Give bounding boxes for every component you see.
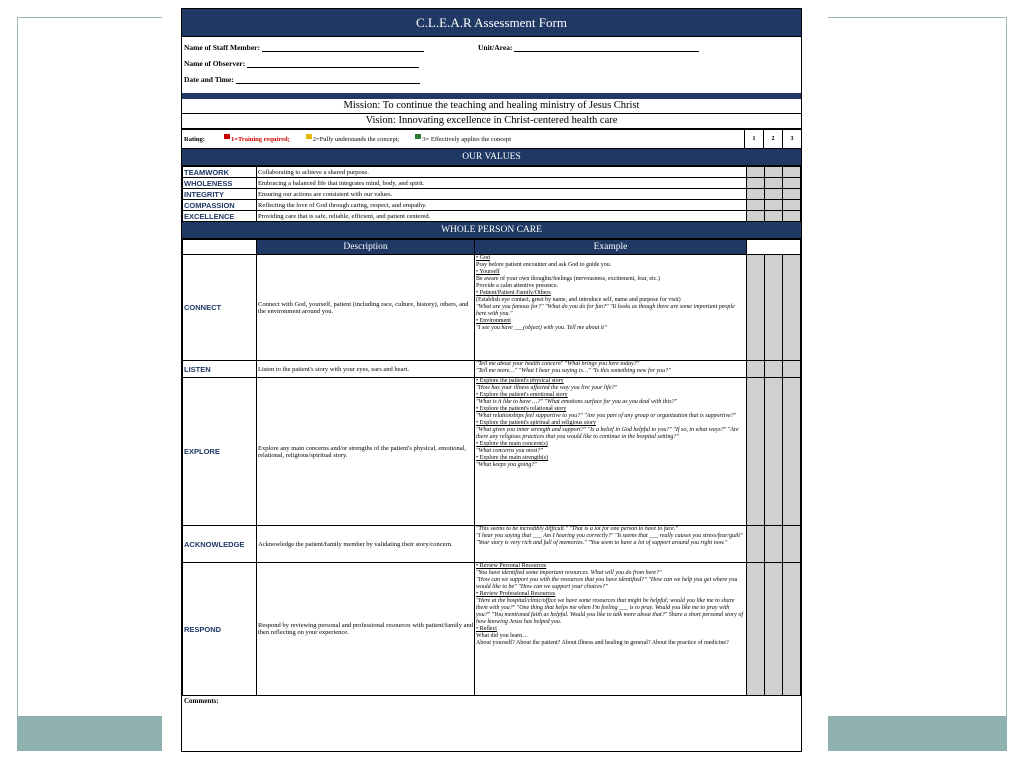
care-header-example: Example [475,240,747,255]
care-step-name: ACKNOWLEDGE [183,526,257,563]
value-row [183,200,801,211]
example-line: • Explore the patient's relational story [476,406,567,412]
rating-cell[interactable] [783,189,801,200]
rating-cell[interactable] [747,563,765,696]
care-table [182,239,801,696]
example-line: "I hear you saying that ___ Am I hearing you correctly?" "It seems that ___ really causes you stress/fear/guilt" "Your story is very rich and full of memories." "You seem to have a lot of support around you right now." [476,533,743,546]
example-line: "What gives you inner strength and support?" "Is a belief in God helpful to you?" "If so, in what ways?" "Are there any religious practices that you would like to continue in the hospital setting?" [476,427,739,440]
rating-cell[interactable] [747,526,765,563]
example-line: • Explore the patient's physical story [476,378,564,384]
example-line: "Here at the hospital/clinic/office we have some resources that might be helpful; would you like me to share them with you?" "One thing that helps me when I'm feeling ___ is to pray. Would you like me to pray with you?" "You mentioned faith as helpful. Would you like to talk more about that?" Share a short personal story of how knowing Jesus has helped you. [476,598,743,625]
observer-field [184,59,419,68]
staff-input-line[interactable] [262,43,424,52]
example-line: • Patient/Patient Family/Others [476,290,551,296]
rating-col-1: 1 [744,130,763,148]
rating-cell[interactable] [747,211,765,222]
rating-cell[interactable] [765,189,783,200]
care-step-example [475,378,747,526]
rating-cell[interactable] [765,211,783,222]
rating-cell[interactable] [783,526,801,563]
care-step-desc: Acknowledge the patient/family member by validating their story/concern. [257,526,475,563]
frame-line-right-top [828,17,1006,18]
teal-block-left [17,716,162,751]
care-step-example [475,255,747,361]
staff-label: Name of Staff Member: [184,43,261,52]
example-line: • Explore the main strength(s) [476,455,549,461]
care-row [183,526,801,563]
rating-cell[interactable] [747,200,765,211]
comments-label: Comments: [184,697,219,705]
care-step-name: RESPOND [183,563,257,696]
example-line: • Environment [476,318,511,324]
rating-cell[interactable] [747,189,765,200]
care-row [183,378,801,526]
unit-input-line[interactable] [514,43,699,52]
example-line: Pray before patient encounter and ask God to guide you. [476,262,612,268]
care-step-desc: Connect with God, yourself, patient (including race, culture, history), others, and the environment around you. [257,255,475,361]
value-row [183,189,801,200]
value-name: INTEGRITY [183,189,257,200]
care-title: WHOLE PERSON CARE [182,222,801,239]
assessment-form [181,8,802,752]
example-line: "What is it like to have …?" "What emotions surface for you as you deal with this?" [476,399,678,405]
care-step-example [475,563,747,696]
values-table [182,166,801,222]
example-line: • Yourself [476,269,500,275]
value-desc: Embracing a balanced life that integrates mind, body, and spirit. [257,178,747,189]
care-step-name: CONNECT [183,255,257,361]
value-row [183,211,801,222]
frame-line-left-top [17,17,162,18]
red-flag-icon [224,134,230,139]
value-row [183,178,801,189]
rating-cell[interactable] [765,361,783,378]
rating-legend [182,129,801,149]
rating-cell[interactable] [783,255,801,361]
rating-cell[interactable] [747,178,765,189]
unit-label: Unit/Area: [478,43,513,52]
rating-cell[interactable] [765,255,783,361]
green-flag-icon [415,134,421,139]
example-line: "I see you have ___(object) with you. Tell me about it" [476,325,607,331]
example-line: "How has your illness affected the way you live your life?" [476,385,618,391]
value-desc: Collaborating to achieve a shared purpose. [257,167,747,178]
rating-cell[interactable] [783,378,801,526]
rating-col-3: 3 [782,130,801,148]
example-line: • Review Professional Resources [476,591,556,597]
care-step-name: EXPLORE [183,378,257,526]
value-name: TEAMWORK [183,167,257,178]
frame-line-right-side [1006,17,1007,751]
rating-cell[interactable] [765,378,783,526]
example-line: "Tell me more…" "What I hear you saying is…" "Is this something new for you?" [476,368,671,374]
example-line: (Establish eye contact, greet by name, and introduce self, name and purpose for visit) [476,297,681,303]
care-step-desc: Explore any main concerns and/or strengths of the patient's physical, emotional, relational, religious/spiritual story. [257,378,475,526]
care-row [183,255,801,361]
vision-statement: Vision: Innovating excellence in Christ-centered health care [182,114,801,129]
rating-cell[interactable] [765,526,783,563]
care-row [183,361,801,378]
example-line: • Explore the patient's emotional story [476,392,568,398]
example-line: • Reflect [476,626,497,632]
observer-input-line[interactable] [247,59,419,68]
value-name: WHOLENESS [183,178,257,189]
rating-cell[interactable] [783,361,801,378]
teal-block-right [828,716,1007,751]
datetime-field [184,75,420,84]
rating-cell[interactable] [783,563,801,696]
datetime-label: Date and Time: [184,75,234,84]
rating-3: 3= Effectively applies the concept [415,136,511,143]
mission-statement: Mission: To continue the teaching and healing ministry of Jesus Christ [182,99,801,114]
rating-cell[interactable] [747,378,765,526]
care-step-example [475,526,747,563]
value-desc: Reflecting the love of God through caring, respect, and empathy. [257,200,747,211]
form-info-fields [182,37,801,93]
rating-cell[interactable] [747,167,765,178]
example-line: "What relationships feel supportive to you?" "Are you part of any group or organization that is supportive?" [476,413,737,419]
value-name: COMPASSION [183,200,257,211]
care-step-desc: Respond by reviewing personal and professional resources with patient/family and then reflecting on your experience. [257,563,475,696]
example-line: "What are you famous for?" "What do you do for fun?" "It looks as though there are some important people here with you." [476,304,735,317]
care-step-name: LISTEN [183,361,257,378]
staff-field [184,43,424,52]
care-step-desc: Listen to the patient's story with your eyes, ears and heart. [257,361,475,378]
value-desc: Ensuring our actions are consistent with our values. [257,189,747,200]
rating-cell[interactable] [783,178,801,189]
rating-cell[interactable] [783,200,801,211]
example-line: • Explore the patient's spiritual and religious story [476,420,596,426]
rating-col-2: 2 [763,130,782,148]
value-name: EXCELLENCE [183,211,257,222]
unit-field [478,43,699,52]
example-line: "You have identified some important resources. What will you do from here?" [476,570,662,576]
example-line: • Explore the main concern(s) [476,441,548,447]
value-row [183,167,801,178]
care-step-example [475,361,747,378]
example-line: "How can we support you with the resources that you have identified?" "How can we help you get where you would like to be" "How can we support your choices?" [476,577,738,590]
example-line: • God [476,255,490,261]
rating-cell[interactable] [765,167,783,178]
care-row [183,563,801,696]
rating-cell[interactable] [783,211,801,222]
yellow-flag-icon [306,134,312,139]
care-header-description: Description [257,240,475,255]
rating-label: Rating: [184,135,205,143]
example-line: Provide a calm attentive presence. [476,283,559,289]
rating-1: 1=Training required; [224,136,290,143]
example-line: Be aware of your own thoughts/feelings (nervousness, excitement, fear, etc.) [476,276,660,282]
example-line: "This seems to be incredibly difficult." "That is a lot for one person to have to face." [476,526,678,532]
example-line: What did you learn… [476,633,529,639]
rating-cell[interactable] [747,255,765,361]
rating-cell[interactable] [765,563,783,696]
rating-cell[interactable] [765,178,783,189]
example-line: About yourself? About the patient? About illness and healing in general? About the practice of medicine? [476,640,729,646]
example-line: • Review Personal Resources [476,563,547,569]
rating-cell[interactable] [783,167,801,178]
datetime-input-line[interactable] [236,75,420,84]
values-title: OUR VALUES [182,149,801,166]
value-desc: Providing care that is safe, reliable, efficient, and patient centered. [257,211,747,222]
comments-box[interactable] [182,696,801,746]
example-line: "What keeps you going?" [476,462,537,468]
frame-line-left-side [17,17,18,751]
rating-cell[interactable] [747,361,765,378]
observer-label: Name of Observer: [184,59,246,68]
example-line: "What concerns you most?" [476,448,543,454]
rating-cell[interactable] [765,200,783,211]
example-line: "Tell me about your health concern" "What brings you here today?" [476,361,640,367]
rating-2: 2=Fully understands the concept; [306,136,400,143]
form-title: C.L.E.A.R Assessment Form [182,9,801,37]
